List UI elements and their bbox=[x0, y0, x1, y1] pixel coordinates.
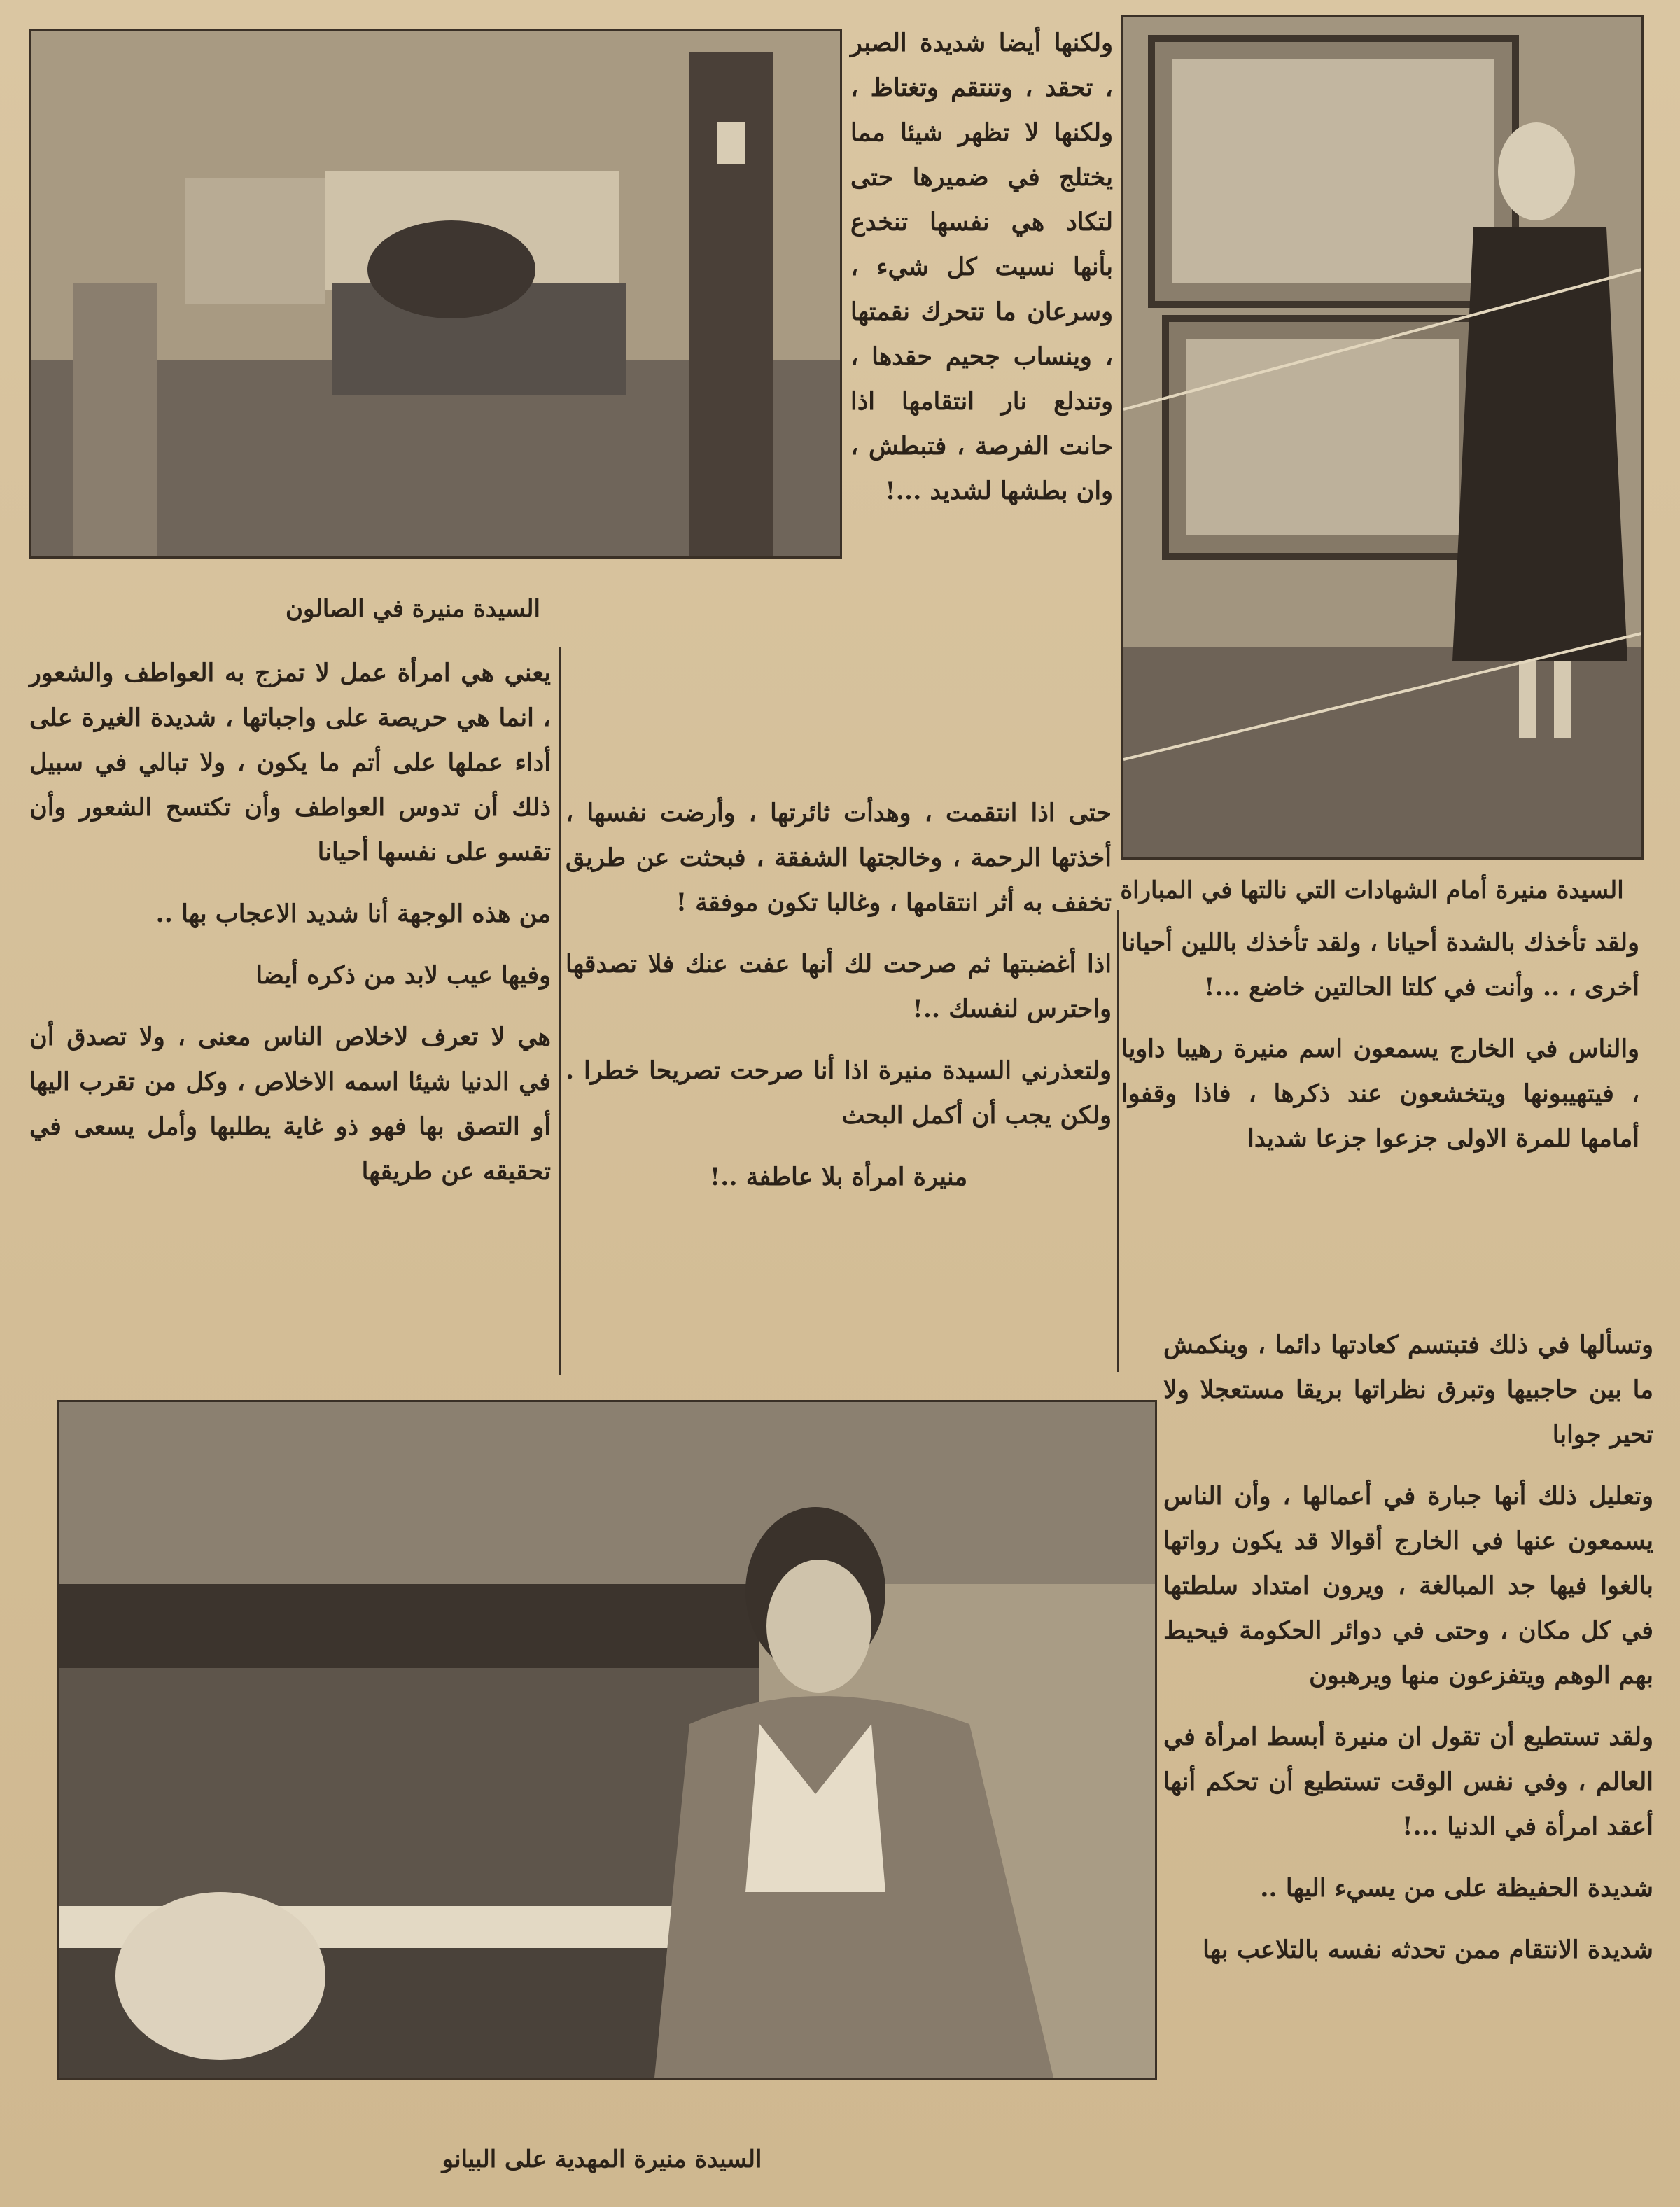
paragraph: وفيها عيب لابد من ذكره أيضا bbox=[255, 961, 551, 990]
paragraph: شديدة الحفيظة على من يسيء اليها .. bbox=[1260, 1874, 1653, 1903]
paragraph: حتى اذا انتقمت ، وهدأت ثائرتها ، وأرضت نفسها ، أخذتها الرحمة ، وخالجتها الشفقة ، فبحثت عن طريق تخفف به أثر انتقامها ، وغالبا تكون موفقة ! bbox=[566, 799, 1112, 917]
photo-certificates bbox=[1121, 15, 1644, 860]
column-center bbox=[566, 791, 1112, 1217]
paragraph: ولقد تأخذك بالشدة أحيانا ، ولقد تأخذك باللين أحيانا أخرى ، .. وأنت في كلتا الحالتين خاضع ...! bbox=[1121, 928, 1639, 1002]
column-divider bbox=[1117, 910, 1119, 1372]
caption-piano: السيدة منيرة المهدية على البيانو bbox=[442, 2145, 762, 2173]
photo-salon bbox=[29, 29, 842, 559]
caption-certificates: السيدة منيرة أمام الشهادات التي نالتها في المباراة bbox=[1120, 876, 1624, 904]
paragraph: وتسألها في ذلك فتبتسم كعادتها دائما ، وينكمش ما بين حاجبيها وتبرق نظراتها بريقا مستعجلا ولا تحير جوابا bbox=[1163, 1331, 1653, 1449]
paragraph: من هذه الوجهة أنا شديد الاعجاب بها .. bbox=[155, 899, 551, 928]
paragraph: ولتعذرني السيدة منيرة اذا أنا صرحت تصريحا خطرا . ولكن يجب أن أكمل البحث bbox=[566, 1056, 1112, 1130]
paragraph: شديدة الانتقام ممن تحدثه نفسه بالتلاعب بها bbox=[1203, 1935, 1653, 1964]
column-top-middle bbox=[850, 21, 1113, 531]
paragraph: منيرة امرأة بلا عاطفة ..! bbox=[709, 1163, 968, 1191]
column-right-lower bbox=[1163, 1323, 1653, 1989]
paragraph: ولقد تستطيع أن تقول ان منيرة أبسط امرأة في العالم ، وفي نفس الوقت تستطيع أن تحكم أنها أعقد امرأة في الدنيا ...! bbox=[1163, 1723, 1653, 1841]
column-right bbox=[1121, 920, 1639, 1178]
paragraph: وتعليل ذلك أنها جبارة في أعمالها ، وأن الناس يسمعون عنها في الخارج أقوالا قد يكون رواتها بالغوا فيها جد المبالغة ، ويرون امتداد سلطتها في كل مكان ، وحتى في دوائر الحكومة فيحيط بهم الوهم ويتفزعون منها ويرهبون bbox=[1163, 1482, 1653, 1690]
paragraph: ولكنها أيضا شديدة الصبر ، تحقد ، وتنتقم وتغتاظ ، ولكنها لا تظهر شيئا مما يختلج في ضميرها حتى لتكاد هي نفسها تنخدع بأنها نسيت كل شيء ، وسرعان ما تتحرك نقمتها ، وينساب جحيم حقدها ، وتندلع نار انتقامها اذا حانت الفرصة ، فتبطش ، وان بطشها لشديد ...! bbox=[850, 29, 1113, 505]
caption-salon: السيدة منيرة في الصالون bbox=[285, 595, 540, 623]
photo-piano bbox=[57, 1400, 1157, 2080]
column-left bbox=[29, 651, 551, 1211]
paragraph: هي لا تعرف لاخلاص الناس معنى ، ولا تصدق أن في الدنيا شيئا اسمه الاخلاص ، وكل من تقرب اليها أو التصق بها فهو ذو غاية يطلبها وأمل يسعى في تحقيقه عن طريقها bbox=[29, 1023, 551, 1186]
paragraph: اذا أغضبتها ثم صرحت لك أنها عفت عنك فلا تصدقها واحترس لنفسك ..! bbox=[566, 950, 1112, 1023]
paragraph: والناس في الخارج يسمعون اسم منيرة رهيبا داويا ، فيتهيبونها ويتخشعون عند ذكرها ، فاذا وقفوا أمامها للمرة الاولى جزعوا جزعا شديدا bbox=[1121, 1035, 1639, 1153]
paragraph: يعني هي امرأة عمل لا تمزج به العواطف والشعور ، انما هي حريصة على واجباتها ، شديدة الغيرة على أداء عملها على أتم ما يكون ، ولا تبالي في سبيل ذلك أن تدوس العواطف وأن تكتسح الشعور وأن تقسو على نفسها أحيانا bbox=[29, 659, 551, 867]
column-divider bbox=[559, 647, 561, 1375]
